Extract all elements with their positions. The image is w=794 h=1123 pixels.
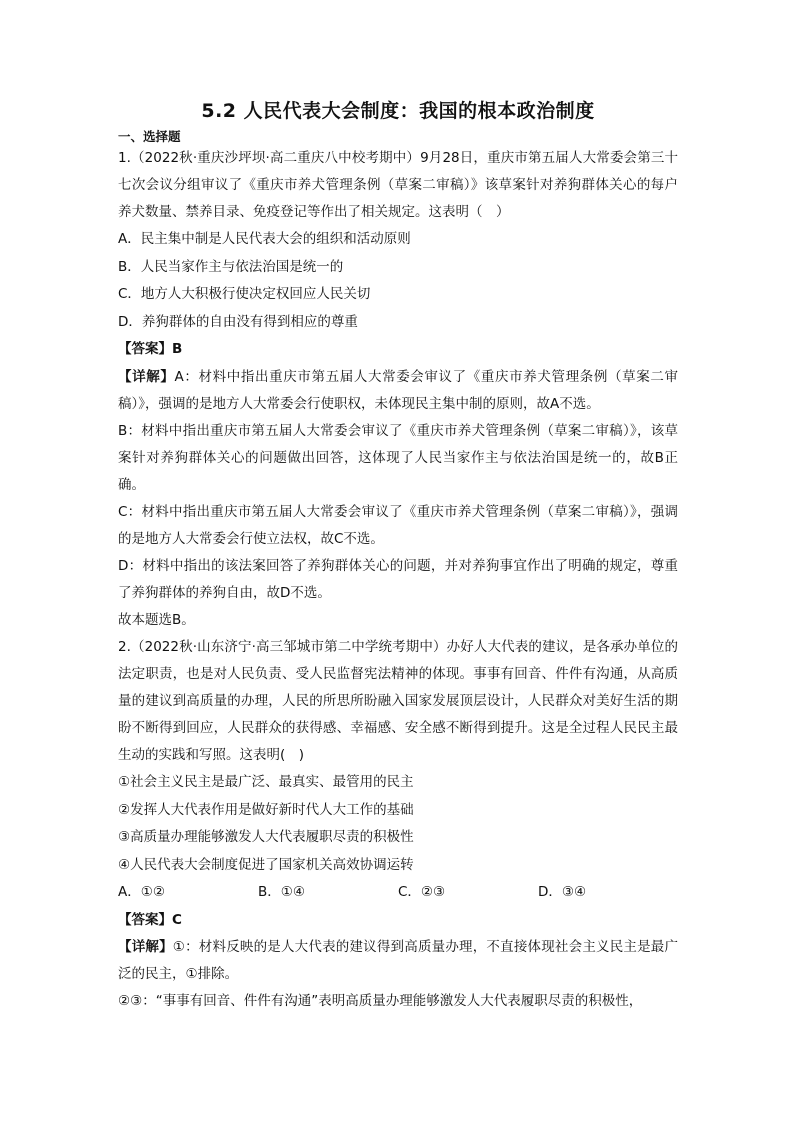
explain-text: ①：材料反映的是人大代表的建议得到高质量办理，不直接体现社会主义民主是最广泛的民主，①排除。 [118, 939, 678, 982]
question-1-explain-c: C：材料中指出重庆市第五届人大常委会审议了《重庆市养犬管理条例（草案二审稿）》，强调的是地方人大常委会行使立法权，故C不选。 [118, 503, 678, 547]
question-1-option-a: A．民主集中制是人民代表大会的组织和活动原则 [118, 231, 411, 247]
document-content [118, 96, 678, 1015]
question-2-item-3: ③高质量办理能够激发人大代表履职尽责的积极性 [118, 829, 414, 845]
question-1-explain-a [118, 364, 678, 418]
explain-label: 【详解】 [118, 368, 175, 385]
question-2-item-1: ①社会主义民主是最广泛、最真实、最管用的民主 [118, 774, 414, 790]
question-2-item-4: ④人民代表大会制度促进了国家机关高效协调运转 [118, 856, 414, 873]
question-2-choice-b: B．①④ [258, 884, 305, 900]
question-2-choice-a: A．①② [118, 884, 165, 900]
explain-text: A：材料中指出重庆市第五届人大常委会审议了《重庆市养犬管理条例（草案二审稿）》，强调的是地方人大常委会行使职权，未体现民主集中制的原则，故A不选。 [118, 368, 679, 412]
question-2-explain-1 [118, 934, 678, 988]
page-title: 5.2 人民代表大会制度：我国的根本政治制度 [201, 100, 595, 122]
question-1-conclusion: 故本题选B。 [118, 611, 195, 628]
question-2-stem: 2.（2022秋·山东济宁·高三邹城市第二中学统考期中）办好人大代表的建议，是各承办单位的法定职责，也是对人民负责、受人民监督宪法精神的体现。事事有回音、件件有沟通，从高质量的建议到高质量的办理，人民的所思所盼融入国家发展顶层设计，人民群众对美好生活的期盼不断得到回应，人民群众的获得感、幸福感、安全感不断得到提升。这是全过程人民民主最生动的实践和写照。这表明( ) [118, 639, 678, 763]
question-2-choices [118, 879, 678, 907]
question-2-explain-23: ②③：“事事有回音、件件有沟通”表明高质量办理能够激发人大代表履职尽责的积极性， [118, 993, 643, 1009]
question-1-answer: 【答案】B [118, 341, 183, 357]
section-heading: 一、选择题 [118, 129, 181, 144]
question-2-answer: 【答案】C [118, 911, 182, 928]
question-2-choice-c: C．②③ [398, 884, 446, 900]
question-2-item-2: ②发挥人大代表作用是做好新时代人大工作的基础 [118, 801, 414, 818]
explain-label: 【详解】 [118, 939, 173, 955]
question-1-option-d: D．养狗群体的自由没有得到相应的尊重 [118, 313, 358, 330]
question-1-explain-b: B：材料中指出重庆市第五届人大常委会审议了《重庆市养犬管理条例（草案二审稿）》，该草案针对养狗群体关心的问题做出回答，这体现了人民当家作主与依法治国是统一的，故B正确。 [118, 422, 678, 493]
question-1-stem: 1.（2022秋·重庆沙坪坝·高二重庆八中校考期中）9月28日，重庆市第五届人大常委会第三十七次会议分组审议了《重庆市养犬管理条例（草案二审稿）》该草案针对养狗群体关心的每户养犬数量、禁养目录、免疫登记等作出了相关规定。这表明（ ） [118, 150, 678, 220]
question-1-explain-d: D：材料中指出的该法案回答了养狗群体关心的问题，并对养狗事宜作出了明确的规定，尊重了养狗群体的养狗自由，故D不选。 [118, 557, 678, 601]
question-1-option-c: C．地方人大积极行使决定权回应人民关切 [118, 286, 371, 302]
question-2-choice-d: D．③④ [538, 884, 587, 900]
question-1-option-b: B．人民当家作主与依法治国是统一的 [118, 258, 344, 275]
